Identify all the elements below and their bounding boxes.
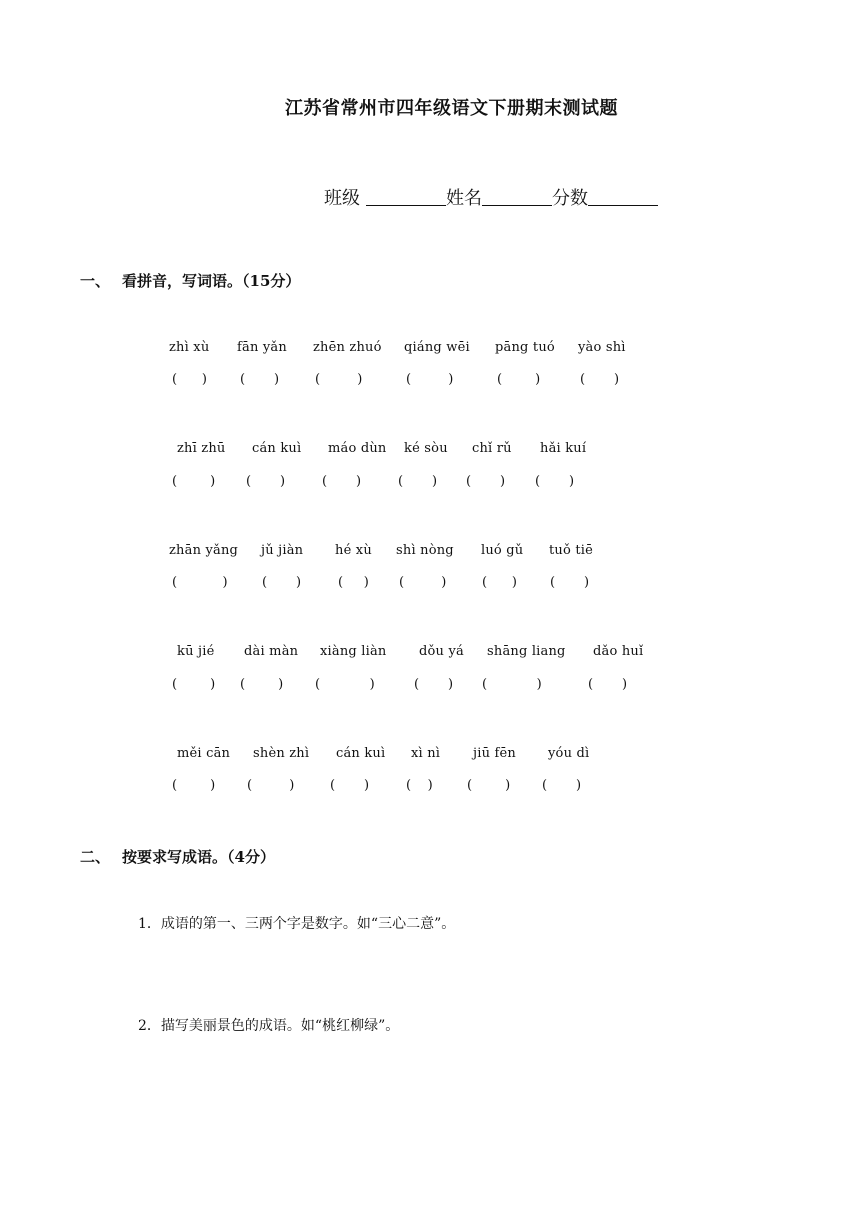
question-2: 2．描写美丽景色的成语。如“桃红柳绿”。 [138,1018,400,1034]
pinyin-1-5: pāng tuó [495,340,555,355]
pinyin-4-6: dǎo huǐ [593,644,644,659]
pinyin-2-2: cán kuì [252,441,302,456]
answer-blank-2-6: ( ) [535,474,575,489]
pinyin-3-6: tuǒ tiē [549,543,594,558]
pinyin-4-2: dài màn [244,644,299,659]
pinyin-2-3: máo dùn [328,441,387,456]
pinyin-2-6: hǎi kuí [540,441,587,456]
answer-blank-4-3: ( ) [315,677,375,692]
answer-blank-1-2: ( ) [240,372,280,387]
pinyin-5-6: yóu dì [548,746,590,761]
pinyin-3-4: shì nòng [396,543,454,558]
pinyin-4-3: xiàng liàn [320,644,387,659]
answer-blank-3-1: ( ) [172,575,228,590]
answer-blank-5-5: ( ) [467,778,511,793]
pinyin-5-4: xì nì [411,746,441,761]
answer-blank-2-2: ( ) [246,474,286,489]
name-blank [482,187,552,206]
pinyin-5-1: měi cān [177,746,231,761]
answer-blank-1-1: ( ) [172,372,207,387]
section-1-heading [80,270,300,291]
section-1-number: 一、 [80,272,111,290]
answer-blank-2-3: ( ) [322,474,362,489]
pinyin-4-4: dǒu yá [419,644,464,659]
answer-blank-5-1: ( ) [172,778,216,793]
question-1: 1．成语的第一、三两个字是数字。如“三心二意”。 [138,916,456,932]
student-info-line [324,184,658,210]
pinyin-2-5: chǐ rǔ [472,441,512,456]
pinyin-5-3: cán kuì [336,746,386,761]
pinyin-1-3: zhēn zhuó [313,340,382,355]
answer-blank-4-2: ( ) [240,677,284,692]
answer-blank-1-5: ( ) [497,372,541,387]
answer-blank-5-2: ( ) [247,778,295,793]
answer-blank-4-5: ( ) [482,677,542,692]
answer-blank-5-4: ( ) [406,778,433,793]
pinyin-1-4: qiáng wēi [404,340,470,355]
class-blank [366,187,446,206]
section-2-heading [80,846,275,867]
answer-blank-4-4: ( ) [414,677,454,692]
answer-blank-1-6: ( ) [580,372,620,387]
section-2-number: 二、 [80,848,111,866]
name-label: 姓名 [446,188,482,209]
pinyin-3-2: jǔ jiàn [261,543,304,558]
pinyin-3-5: luó gǔ [481,543,524,558]
pinyin-1-2: fān yǎn [237,340,287,355]
page-title: 江苏省常州市四年级语文下册期末测试题 [285,98,618,119]
answer-blank-1-4: ( ) [406,372,454,387]
pinyin-3-1: zhān yǎng [169,543,239,558]
answer-blank-3-3: ( ) [338,575,369,590]
answer-blank-3-4: ( ) [399,575,447,590]
answer-blank-5-6: ( ) [542,778,582,793]
section-2-title: 按要求写成语。（4分） [122,848,275,866]
answer-blank-2-4: ( ) [398,474,438,489]
pinyin-2-1: zhī zhū [177,441,226,456]
answer-blank-3-2: ( ) [262,575,302,590]
score-label: 分数 [552,188,588,209]
pinyin-4-1: kū jié [177,644,215,659]
pinyin-5-5: jiū fēn [473,746,516,761]
answer-blank-4-6: ( ) [588,677,628,692]
answer-blank-2-1: ( ) [172,474,216,489]
score-blank [588,187,658,206]
answer-blank-3-5: ( ) [482,575,517,590]
pinyin-1-6: yào shì [578,340,626,355]
pinyin-1-1: zhì xù [169,340,210,355]
class-label: 班级 [324,188,360,209]
section-1-title: 看拼音，写词语。（15分） [122,272,301,290]
pinyin-5-2: shèn zhì [253,746,310,761]
pinyin-2-4: ké sòu [404,441,448,456]
answer-blank-3-6: ( ) [550,575,590,590]
pinyin-3-3: hé xù [335,543,372,558]
pinyin-4-5: shāng liang [487,644,566,659]
answer-blank-5-3: ( ) [330,778,370,793]
answer-blank-2-5: ( ) [466,474,506,489]
answer-blank-1-3: ( ) [315,372,363,387]
answer-blank-4-1: ( ) [172,677,216,692]
